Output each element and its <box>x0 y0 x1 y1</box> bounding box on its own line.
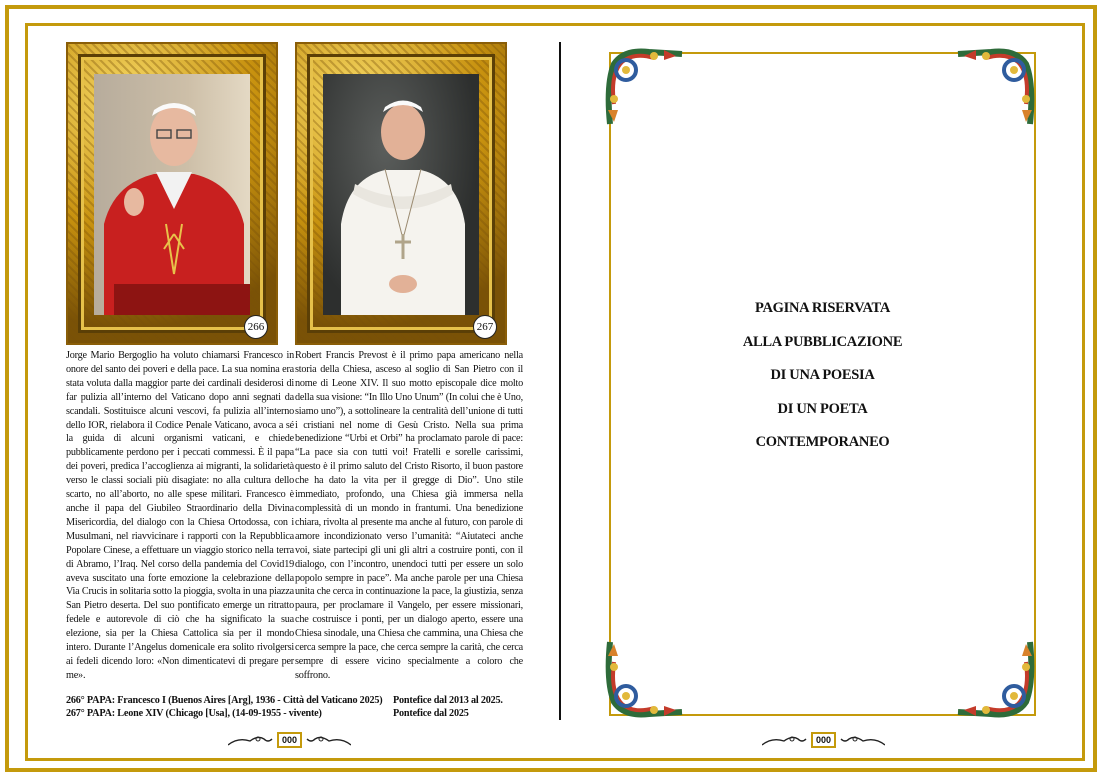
ornamental-corner-icon <box>604 637 684 722</box>
caption-pontificate: Pontefice dal 2013 al 2025. <box>393 695 503 706</box>
pope-figure-red <box>94 74 250 315</box>
reserved-line: PAGINA RISERVATA <box>754 300 891 316</box>
ornamental-corner-icon <box>956 44 1036 129</box>
page-footer-left <box>228 731 351 749</box>
page-number: 000 <box>277 732 302 748</box>
ornamental-corner-icon <box>604 44 684 129</box>
ornamental-corner-icon <box>956 637 1036 722</box>
page-footer-right <box>762 731 885 749</box>
caption-pontificate: Pontefice dal 2025 <box>393 708 469 719</box>
caption-label: 266° PAPA: Francesco I (Buenos Aires [Arg], 1936 - Città del Vaticano 2025) <box>66 695 383 706</box>
flourish-right-icon <box>839 733 885 747</box>
portrait-photo-francesco <box>94 74 250 315</box>
flourish-left-icon <box>228 733 274 747</box>
bio-text-francesco: Jorge Mario Bergoglio ha voluto chiamarsi Francesco in onore del santo dei poveri e della pace. La sua nomina era stata voluta dalla maggior parte dei cardinali desiderosi di far pulizia all’interno del Vaticano dopo anni segnati da scandali. Sostituisce alcuni vescovi, fa pulizia all’interno dello IOR, rielabora il Codice Penale Vaticano, avoca a sé la guida di alcuni organismi vaticani, e chiede pubblicamente perdono per i peccati commessi. È il papa dei poveri, predica l’accoglienza ai migranti, la solidarietà verso le classi sociali più disagiate: no alla cultura dello scarto, no all’aborto, no alle spese militari. Francesco è anche il papa del Giubileo Straordinario della Divina Misericordia, del dialogo con la Chiesa Ortodossa, con i Musulmani, nel riavvicinare i rapporti con la Repubblica Popolare Cinese, a effettuare un viaggio storico nella terra di Abramo, l’Iraq. Nel corso della pandemia del Covid19 aveva suscitato una forte emozione la celebrazione della Via Crucis in solitaria sotto la pioggia, svolta in una piazza San Pietro deserta. Del suo pontificato emerge un ritratto fedele e autorevole di ciò che ha significato la sua elezione, sia per la Chiesa Cattolica sia per il mondo intero. Durante l’Angelus domenicale era solito rivolgersi ai fedeli dicendo loro: «Non dimenticatevi di pregare per me». <box>66 350 294 681</box>
caption-label: 267° PAPA: Leone XIV (Chicago [Usa], (14-09-1955 - vivente) <box>66 708 322 719</box>
page-number: 000 <box>811 732 836 748</box>
bio-text-leone: Robert Francis Prevost è il primo papa americano nella storia della Chiesa, asceso al soglio di San Pietro con il nome di Leone XIV. Il suo motto episcopale dice molto della sua visione: “In Illo Uno Unum” (In colui che è Uno, siamo uno”), a sottolineare la centralità dell’unione di tutti i cristiani nel nome di Gesù Cristo. Nella sua prima benedizione “Urbi et Orbi” ha proclamato parole di pace: “La pace sia con tutti voi! Fratelli e sorelle carissimi, questo è il primo saluto del Cristo Risorto, il buon pastore che ha dato la vita per il gregge di Dio”. Uno stile immediato, profondo, una Chiesa già immersa nella complessità di un mondo in frantumi. Una benedizione chiara, rivolta al presente ma anche al futuro, con parole di amore incondizionato verso l’umanità: “Aiutateci anche voi, siate partecipi gli uni gli altri a costruire ponti, con il dialogo, con l’incontro, unendoci tutti per essere un solo popolo sempre in pace”. Ma anche parole per una Chiesa unita che cerca in continuazione la pace, la giustizia, senza paura, per proclamare il Vangelo, per essere missionari, che costruisce i ponti, per un dialogo aperto, essere una Chiesa sinodale, una Chiesa che cammina, una Chiesa che cerca sempre la pace, che cerca sempre la carità, che cerca sempre di essere vicino specialmente a coloro che soffrono. <box>295 350 523 681</box>
pope-figure-white <box>323 74 479 315</box>
portrait-number-badge: 266 <box>244 315 268 339</box>
reserved-line: DI UNA POESIA <box>770 367 875 383</box>
reserved-line: CONTEMPORANEO <box>755 434 890 450</box>
caption-row-266 <box>66 695 503 706</box>
book-spine-divider <box>559 42 561 720</box>
portrait-photo-leone <box>323 74 479 315</box>
portrait-frame-267 <box>295 42 507 345</box>
reserved-line: DI UN POETA <box>777 400 868 417</box>
portrait-number-badge: 267 <box>473 315 497 339</box>
flourish-right-icon <box>305 733 351 747</box>
caption-row-267 <box>66 708 469 719</box>
flourish-left-icon <box>762 733 808 747</box>
portrait-frame-266 <box>66 42 278 345</box>
reserved-line: ALLA PUBBLICAZIONE <box>742 333 903 350</box>
reserved-page-notice <box>609 300 1036 468</box>
